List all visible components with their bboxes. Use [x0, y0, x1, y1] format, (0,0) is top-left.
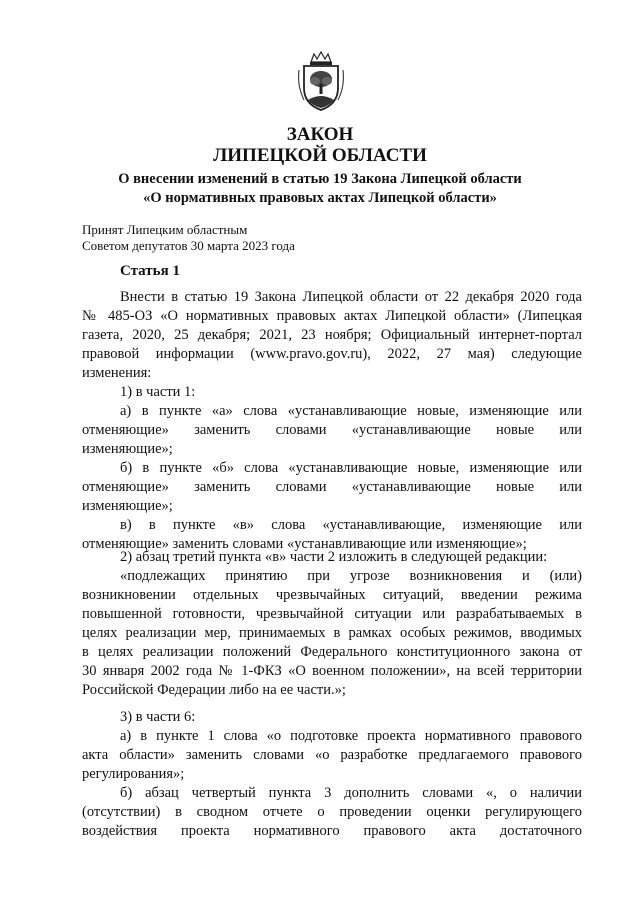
- text-line: возникновении отдельных чрезвычайных ситуаций, введении режима: [82, 587, 582, 603]
- adoption-line-1: Принят Липецким областным: [82, 222, 248, 237]
- adoption-line-2: Советом депутатов 30 марта 2023 года: [82, 238, 295, 253]
- text-line: 2) абзац третий пункта «в» части 2 изложить в следующей редакции:: [120, 549, 548, 565]
- law-title: ЗАКОН: [286, 124, 354, 145]
- text-line: отменяющие» заменить словами «устанавливающие новые или: [82, 479, 582, 495]
- coat-of-arms-icon: [296, 50, 346, 112]
- text-line: воздействия проекта нормативного правового акта достаточного: [82, 823, 582, 839]
- text-line: повышенной готовности, чрезвычайной ситуации или разрабатываемых в: [82, 606, 582, 622]
- text-line: газета, 2020, 25 декабря; 2021, 23 ноября; Официальный интернет-портал: [82, 327, 582, 343]
- text-line: а) в пункте 1 слова «о подготовке проекта нормативного правового: [120, 728, 582, 744]
- text-line: № 485-ОЗ «О нормативных правовых актах Липецкой области» (Липецкая: [82, 308, 582, 324]
- article-paragraphs-3: [82, 708, 582, 841]
- text-line: регулирования»;: [82, 766, 185, 782]
- text-line: Внести в статью 19 Закона Липецкой области от 22 декабря 2020 года: [120, 289, 582, 305]
- text-line: целях реализации мер, принимаемых в рамках особых режимов, вводимых: [82, 625, 582, 641]
- text-line: изменяющие»;: [82, 441, 173, 457]
- text-line: 3) в части 6:: [120, 709, 196, 725]
- article-paragraphs-1: [82, 288, 582, 554]
- subtitle-line-2: «О нормативных правовых актах Липецкой области»: [143, 190, 497, 206]
- text-line: 1) в части 1:: [120, 384, 196, 400]
- text-line: отменяющие» заменить словами «устанавливающие новые или: [82, 422, 582, 438]
- text-line: «подлежащих принятию при угрозе возникновения и (или): [120, 568, 582, 584]
- text-line: (отсутствии) в сводном отчете о проведении оценки регулирующего: [82, 804, 582, 820]
- text-line: в) в пункте «в» слова «устанавливающие, изменяющие или: [120, 517, 582, 533]
- text-line: 30 января 2002 года № 1-ФКЗ «О военном положении», на всей территории: [82, 663, 582, 679]
- text-line: Российской Федерации либо на ее части.»;: [82, 682, 346, 698]
- text-line: отменяющие» заменить словами «устанавливающие или изменяющие»;: [82, 536, 527, 552]
- text-line: изменения:: [82, 365, 152, 381]
- text-line: б) в пункте «б» слова «устанавливающие новые, изменяющие или: [120, 460, 582, 476]
- text-line: б) абзац четвертый пункта 3 дополнить словами «, о наличии: [120, 785, 582, 801]
- region-title: ЛИПЕЦКОЙ ОБЛАСТИ: [213, 145, 427, 166]
- text-line: акта области» заменить словами «о разработке предлагаемого правового: [82, 747, 582, 763]
- article-heading: Статья 1: [120, 263, 180, 279]
- article-paragraphs-2: [82, 548, 582, 700]
- text-line: в целях реализации положений Федерального конституционного закона от: [82, 644, 582, 660]
- text-line: а) в пункте «а» слова «устанавливающие новые, изменяющие или: [120, 403, 582, 419]
- subtitle-line-1: О внесении изменений в статью 19 Закона Липецкой области: [118, 171, 522, 187]
- text-line: изменяющие»;: [82, 498, 173, 514]
- text-line: правовой информации (www.pravo.gov.ru), 2022, 27 мая) следующие: [82, 346, 582, 362]
